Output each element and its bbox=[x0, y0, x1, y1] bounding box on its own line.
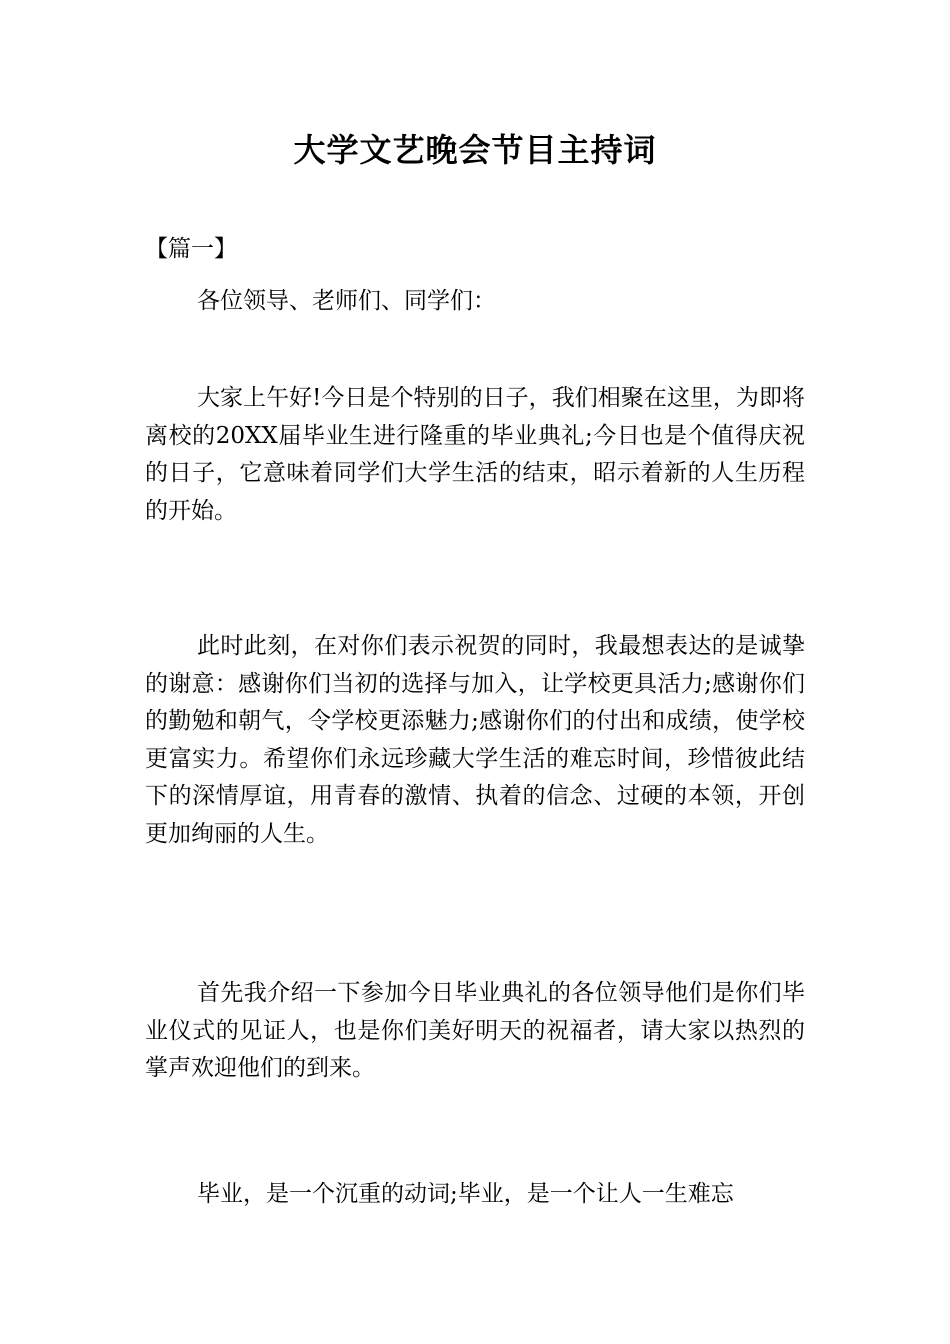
body-paragraph: 毕业，是一个沉重的动词;毕业，是一个让人一生难忘 bbox=[197, 1181, 734, 1207]
body-paragraph: 大家上午好!今日是个特别的日子，我们相聚在这里，为即将离校的20XX届毕业生进行隆重的毕业典礼;今日也是个值得庆祝的日子，它意味着同学们大学生活的结束，昭示着新的人生历程的开始。 bbox=[145, 385, 805, 524]
section-label: 【篇一】 bbox=[145, 236, 237, 262]
body-paragraph: 首先我介绍一下参加今日毕业典礼的各位领导他们是你们毕业仪式的见证人，也是你们美好明天的祝福者，请大家以热烈的掌声欢迎他们的到来。 bbox=[145, 980, 805, 1081]
document-title: 大学文艺晚会节目主持词 bbox=[293, 131, 657, 169]
greeting-paragraph: 各位领导、老师们、同学们： bbox=[197, 288, 496, 314]
body-paragraph: 此时此刻，在对你们表示祝贺的同时，我最想表达的是诚挚的谢意：感谢你们当初的选择与加入，让学校更具活力;感谢你们的勤勉和朝气，令学校更添魅力;感谢你们的付出和成绩，使学校更富实力。希望你们永远珍藏大学生活的难忘时间，珍惜彼此结下的深情厚谊，用青春的激情、执着的信念、过硬的本领，开创更加绚丽的人生。 bbox=[145, 633, 805, 847]
